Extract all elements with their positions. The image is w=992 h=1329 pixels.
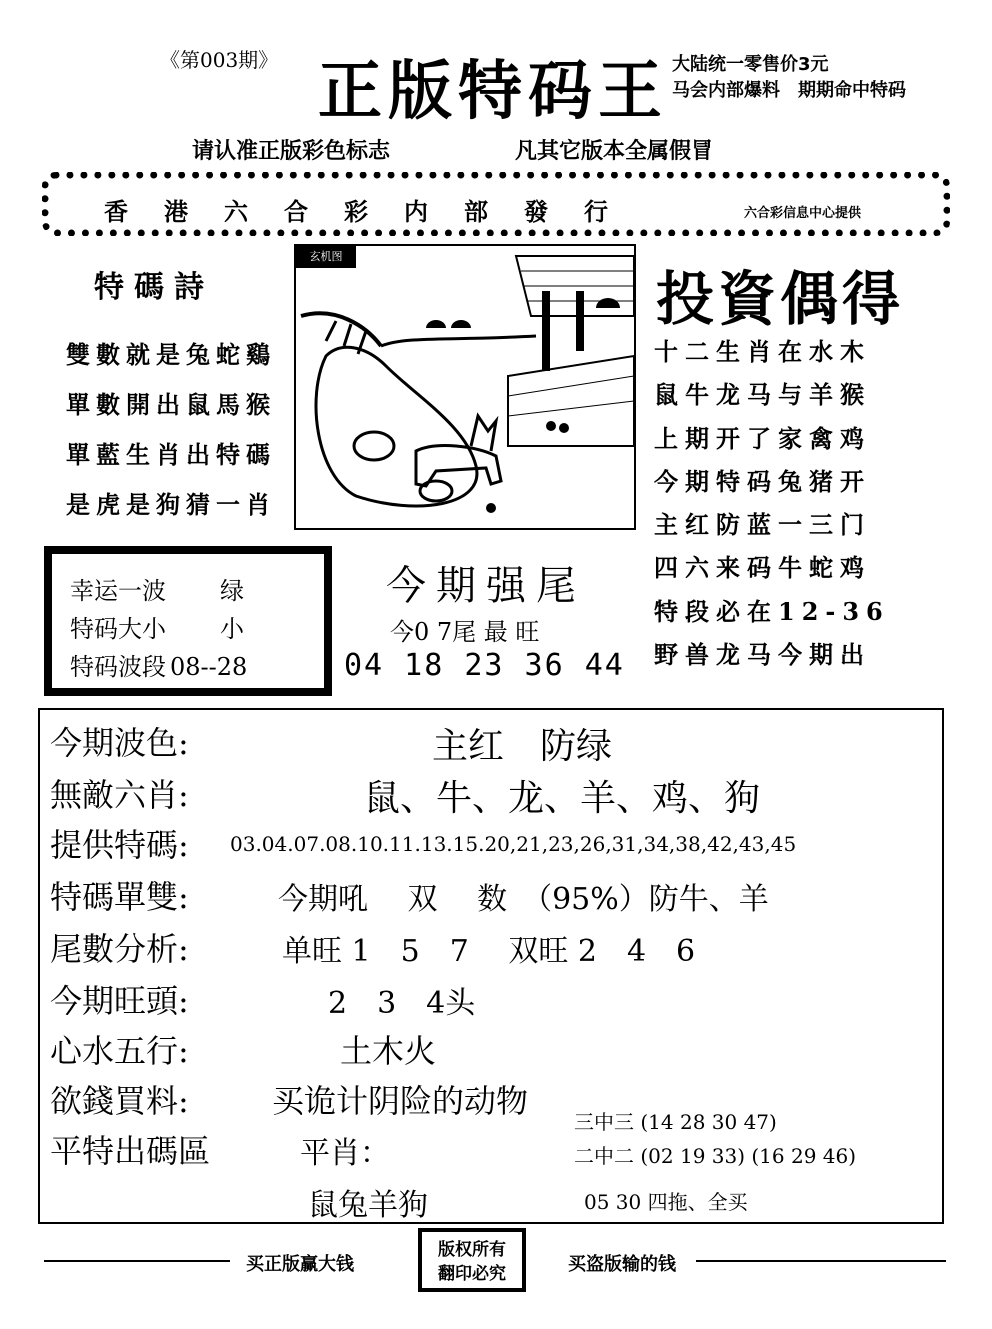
invest-line: 主红防蓝一三门 xyxy=(654,510,871,540)
banner-source: 六合彩信息中心提供 xyxy=(744,206,862,221)
lucky-range-label: 特码波段 xyxy=(70,653,166,681)
copyright-box xyxy=(418,1228,526,1292)
invest-lines xyxy=(654,330,890,676)
copyright-line-2: 翻印必究 xyxy=(438,1264,506,1284)
footer-right: 买盗版输的钱 xyxy=(568,1254,676,1275)
provide-value: 03.04.07.08.10.11.13.15.20,21,23,26,31,34,38,42,43,45 xyxy=(230,832,797,856)
six-zodiac-label: 無敵六肖: xyxy=(50,776,189,814)
poem-line: 是虎是狗猜一肖 xyxy=(66,490,276,519)
drag-line: 05 30 四拖、全买 xyxy=(584,1190,748,1214)
footer-rule-right xyxy=(696,1260,946,1262)
wuxing-label: 心水五行: xyxy=(50,1032,189,1070)
head-label: 今期旺頭: xyxy=(50,982,189,1020)
oddeven-label: 特碼單雙: xyxy=(50,878,189,916)
flat-value: 鼠兔羊狗 xyxy=(308,1188,428,1223)
lucky-size-label: 特码大小 xyxy=(70,615,166,643)
poem-line: 單數開出鼠馬猴 xyxy=(66,390,276,419)
copyright-line-1: 版权所有 xyxy=(438,1240,506,1260)
poem-lines xyxy=(66,330,276,530)
lucky-size-value: 小 xyxy=(220,615,244,643)
invest-line: 今期特码兔猪开 xyxy=(654,466,871,496)
buy-label: 欲錢買料: xyxy=(50,1082,189,1120)
buy-value: 买诡计阴险的动物 xyxy=(272,1082,529,1120)
strong-tail-numbers: 04 18 23 36 44 xyxy=(344,648,625,683)
price-info xyxy=(672,52,906,104)
invest-line: 鼠牛龙马与羊猴 xyxy=(654,380,871,410)
riddle-illustration xyxy=(296,246,634,528)
two-in-two: 二中二 (02 19 33) (16 29 46) xyxy=(574,1144,857,1168)
strong-tail-title: 今期强尾 xyxy=(386,563,586,609)
three-in-three: 三中三 (14 28 30 47) xyxy=(574,1110,777,1134)
lucky-info xyxy=(70,572,247,686)
poem-line: 雙數就是兔蛇鷄 xyxy=(66,340,276,369)
head-value: 2 3 4头 xyxy=(328,986,476,1021)
banner-title: 香港六合彩内部發行 xyxy=(104,197,644,226)
lucky-wave-value: 绿 xyxy=(220,577,244,605)
color-label: 今期波色: xyxy=(50,724,189,762)
wuxing-value: 土木火 xyxy=(340,1032,437,1070)
tail-value: 单旺 1 5 7 双旺 2 4 6 xyxy=(282,934,696,969)
invest-line: 上期开了家禽鸡 xyxy=(654,423,871,453)
tail-label: 尾數分析: xyxy=(50,930,189,968)
area-label: 平特出碼區 xyxy=(50,1132,211,1170)
invest-line: 特段必在12-36 xyxy=(654,596,890,626)
notice-left: 请认准正版彩色标志 xyxy=(192,138,391,164)
riddle-picture xyxy=(294,244,636,530)
oddeven-value: 今期吼 双 数 （95%）防牛、羊 xyxy=(278,882,769,917)
invest-line: 野兽龙马今期出 xyxy=(654,640,871,670)
lucky-range-value: 08--28 xyxy=(170,653,248,681)
footer-rule-left xyxy=(44,1260,230,1262)
footer-left: 买正版赢大钱 xyxy=(246,1254,354,1275)
provide-label: 提供特碼: xyxy=(50,826,189,864)
lucky-wave-label: 幸运一波 xyxy=(70,577,166,605)
price-line-1: 大陆统一零售价3元 xyxy=(672,54,829,75)
page-title: 正版特码王 xyxy=(318,55,668,129)
invest-line: 十二生肖在水木 xyxy=(654,337,871,366)
strong-tail-line: 今0 7尾 最 旺 xyxy=(390,618,540,646)
color-value: 主红 防绿 xyxy=(432,726,613,767)
picture-tag: 玄机图 xyxy=(296,246,356,268)
invest-line: 四六来码牛蛇鸡 xyxy=(654,553,871,583)
notice-right: 凡其它版本全属假冒 xyxy=(515,138,714,164)
issue-number: 《第003期》 xyxy=(160,48,279,72)
poem-title: 特碼詩 xyxy=(94,270,214,305)
poem-line: 單藍生肖出特碼 xyxy=(66,440,276,469)
six-zodiac-value: 鼠、牛、龙、羊、鸡、狗 xyxy=(364,778,761,819)
flat-label: 平肖： xyxy=(300,1136,390,1171)
price-line-2: 马会内部爆料 期期命中特码 xyxy=(672,80,906,101)
invest-title: 投資偶得 xyxy=(656,265,905,333)
